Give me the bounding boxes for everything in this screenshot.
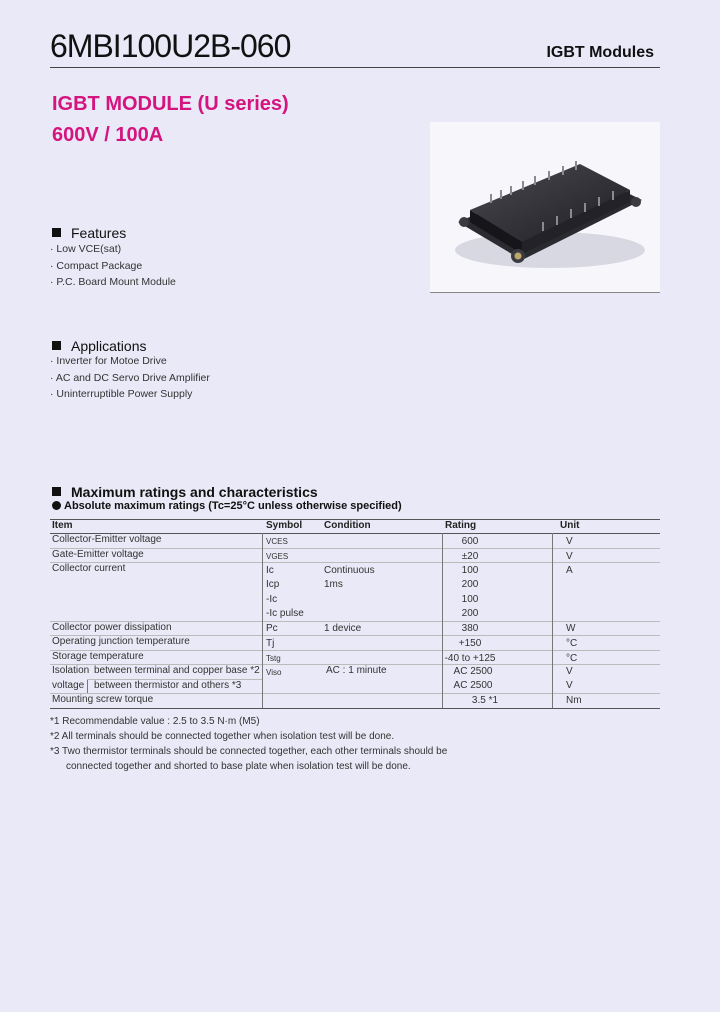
list-item: · Uninterruptible Power Supply [50, 388, 193, 400]
part-number: 6MBI100U2B-060 [50, 28, 291, 64]
ratings-table [50, 517, 660, 711]
table-cell-unit: V [566, 551, 573, 562]
table-cell-item: Gate-Emitter voltage [52, 549, 144, 560]
list-item: · Inverter for Motoe Drive [50, 355, 167, 367]
isolation-label-voltage: voltage [52, 680, 85, 691]
isolation-sub-terminal: between terminal and copper base *2 [94, 665, 260, 676]
column-header-symbol: Symbol [266, 520, 303, 531]
table-cell-rating: 3.5 *1 [471, 695, 499, 706]
document-category: IGBT Modules [546, 44, 654, 61]
table-cell-unit: °C [566, 653, 578, 664]
table-cell-item: Mounting screw torque [52, 694, 154, 705]
list-item: · P.C. Board Mount Module [50, 276, 176, 288]
table-cell-rating: 380 [461, 623, 479, 634]
list-item: · Compact Package [50, 259, 143, 272]
igbt-module-image [430, 122, 660, 292]
table-cell-rating: 600 [461, 536, 479, 547]
table-cell-symbol: -Ic pulse [266, 608, 304, 619]
table-cell-symbol: -Ic [266, 594, 278, 605]
table-cell-unit: V [566, 680, 573, 691]
footnote: *1 Recommendable value : 2.5 to 3.5 N·m (M5) [50, 716, 260, 727]
table-cell-item: Storage temperature [52, 651, 144, 662]
table-cell-condition: AC : 1 minute [326, 665, 387, 676]
table-cell-unit: A [566, 565, 573, 576]
ratings-heading: Maximum ratings and characteristics [52, 484, 318, 500]
footnote: *2 All terminals should be connected together when isolation test will be done. [50, 731, 395, 742]
applications-list [50, 353, 210, 403]
table-cell-symbol: Viso [266, 668, 282, 677]
list-item: · AC and DC Servo Drive Amplifier [50, 371, 210, 384]
table-rule [50, 708, 660, 709]
column-header-unit: Unit [560, 520, 580, 531]
table-cell-symbol: Icp [266, 579, 280, 590]
absolute-ratings-subheading: Absolute maximum ratings (Tc=25°C unless otherwise specified) [52, 500, 402, 512]
table-cell-item: Operating junction temperature [52, 636, 190, 647]
table-cell-condition: Continuous [324, 565, 375, 576]
product-rating-title: 600V / 100A [52, 124, 164, 146]
table-cell-rating: AC 2500 [453, 666, 493, 677]
list-item: · Low VCE(sat) [50, 243, 122, 255]
column-header-item: Item [52, 520, 73, 531]
table-cell-rating: -40 to +125 [444, 653, 496, 664]
table-cell-unit: V [566, 536, 573, 547]
table-cell-rating: 100 [461, 565, 479, 576]
header-rule [50, 67, 660, 68]
table-cell-item: Collector current [52, 563, 126, 574]
table-cell-rating: +150 [458, 638, 482, 649]
table-cell-symbol: Pc [266, 623, 278, 634]
square-bullet-icon [52, 228, 61, 237]
applications-heading: Applications [52, 338, 147, 354]
isolation-sub-thermistor: between thermistor and others *3 [94, 680, 242, 691]
footnote: *3 Two thermistor terminals should be connected together, each other terminals should be [50, 746, 448, 757]
table-cell-symbol: Tstg [266, 654, 281, 663]
isolation-label: Isolation [52, 665, 90, 676]
footnote: connected together and shorted to base plate when isolation test will be done. [66, 761, 411, 772]
table-cell-unit: V [566, 666, 573, 677]
table-cell-item: Collector-Emitter voltage [52, 534, 162, 545]
features-heading: Features [52, 225, 126, 241]
column-header-condition: Condition [324, 520, 371, 531]
product-photo [430, 122, 660, 293]
table-cell-unit: Nm [566, 695, 582, 706]
square-bullet-icon [52, 487, 61, 496]
table-cell-rating: 100 [461, 594, 479, 605]
features-list [50, 241, 176, 291]
table-cell-symbol: Tj [266, 638, 275, 649]
table-cell-symbol: VGES [266, 552, 289, 561]
table-cell-unit: W [566, 623, 576, 634]
footnotes [50, 714, 447, 774]
round-bullet-icon [52, 501, 61, 510]
table-cell-rating: ±20 [461, 551, 479, 562]
table-cell-item: Collector power dissipation [52, 622, 172, 633]
table-cell-rating: AC 2500 [453, 680, 493, 691]
table-cell-rating: 200 [461, 608, 479, 619]
column-header-rating: Rating [445, 520, 477, 531]
table-cell-unit: °C [566, 638, 578, 649]
square-bullet-icon [52, 341, 61, 350]
table-cell-symbol: Ic [266, 565, 274, 576]
table-cell-rating: 200 [461, 579, 479, 590]
table-cell-symbol: VCES [266, 537, 288, 546]
product-title: IGBT MODULE (U series) [52, 93, 289, 115]
table-cell-condition: 1ms [324, 579, 343, 590]
table-cell-condition: 1 device [324, 623, 362, 634]
